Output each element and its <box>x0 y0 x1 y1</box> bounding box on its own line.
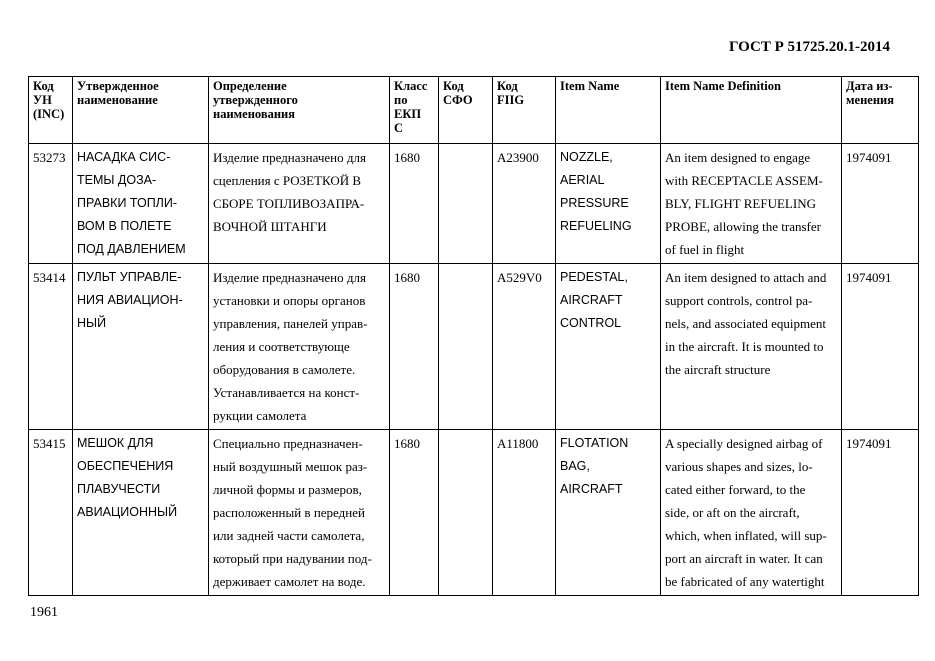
table-header-row <box>29 77 919 144</box>
cell-item-name <box>556 144 661 264</box>
text-line: МЕШОК ДЛЯ <box>77 436 154 450</box>
cell-name-definition <box>209 144 390 264</box>
cell-inc: 53414 <box>29 264 73 430</box>
cell-sfo-code <box>439 430 493 596</box>
text-line: A specially designed airbag of <box>665 436 823 451</box>
table-row <box>29 144 919 264</box>
text-line: СБОРЕ ТОПЛИВОЗАПРА- <box>213 196 365 211</box>
text-line: который при надувании под- <box>213 551 372 566</box>
text-line: PROBE, allowing the transfer <box>665 219 821 234</box>
text-line: AIRCRAFT <box>560 482 623 496</box>
text-line: НАСАДКА СИС- <box>77 150 171 164</box>
item-name-registry-table <box>28 76 919 596</box>
text-line: ВОМ В ПОЛЕТЕ <box>77 219 172 233</box>
text-line: various shapes and sizes, lo- <box>665 459 813 474</box>
cell-item-name <box>556 430 661 596</box>
text-line: или задней части самолета, <box>213 528 365 543</box>
text-line: be fabricated of any watertight <box>665 574 825 589</box>
text-line: ный воздушный мешок раз- <box>213 459 368 474</box>
cell-class: 1680 <box>390 264 439 430</box>
cell-item-name <box>556 264 661 430</box>
text-line: cated either forward, to the <box>665 482 806 497</box>
cell-approved-name <box>73 264 209 430</box>
cell-sfo-code <box>439 144 493 264</box>
text-line: NOZZLE, <box>560 150 613 164</box>
text-line: PEDESTAL, <box>560 270 628 284</box>
document-standard-number: ГОСТ Р 51725.20.1-2014 <box>728 39 890 55</box>
text-line: PRESSURE <box>560 196 629 210</box>
text-line: An item designed to engage <box>665 150 811 165</box>
column-header-name-definition <box>209 77 390 144</box>
text-line: CONTROL <box>560 316 622 330</box>
text-line: AIRCRAFT <box>560 293 623 307</box>
cell-change-date: 1974091 <box>842 430 919 596</box>
text-line: менения <box>846 93 894 107</box>
text-line: С <box>394 121 404 135</box>
column-header-item-name <box>556 77 661 144</box>
text-line: Item Name <box>560 79 620 93</box>
text-line: FLOTATION <box>560 436 629 450</box>
cell-fiig-code: A11800 <box>493 430 556 596</box>
text-line: in the aircraft. It is mounted to <box>665 339 824 354</box>
column-header-approved-name <box>73 77 209 144</box>
text-line: ПОД ДАВЛЕНИЕМ <box>77 242 186 256</box>
table-row <box>29 264 919 430</box>
cell-fiig-code: A529V0 <box>493 264 556 430</box>
cell-item-name-definition <box>661 430 842 596</box>
text-line: Изделие предназначено для <box>213 270 366 285</box>
cell-approved-name <box>73 144 209 264</box>
cell-name-definition <box>209 264 390 430</box>
column-header-item-name-definition <box>661 77 842 144</box>
text-line: (INC) <box>33 107 65 121</box>
cell-name-definition <box>209 430 390 596</box>
text-line: Специально предназначен- <box>213 436 363 451</box>
cell-fiig-code: A23900 <box>493 144 556 264</box>
text-line: ПРАВКИ ТОПЛИ- <box>77 196 178 210</box>
text-line: Код <box>497 79 518 93</box>
column-header-inc <box>29 77 73 144</box>
text-line: ПУЛЬТ УПРАВЛЕ- <box>77 270 182 284</box>
text-line: support controls, control pa- <box>665 293 813 308</box>
text-line: FIIG <box>497 93 525 107</box>
text-line: Item Name Definition <box>665 79 781 93</box>
column-header-change-date <box>842 77 919 144</box>
cell-change-date: 1974091 <box>842 144 919 264</box>
text-line: ВОЧНОЙ ШТАНГИ <box>213 219 327 234</box>
text-line: личной формы и размеров, <box>213 482 362 497</box>
text-line: расположенный в передней <box>213 505 365 520</box>
text-line: ОБЕСПЕЧЕНИЯ <box>77 459 174 473</box>
text-line: port an aircraft in water. It can <box>665 551 823 566</box>
text-line: управления, панелей управ- <box>213 316 368 331</box>
text-line: Утвержденное <box>77 79 159 93</box>
cell-class: 1680 <box>390 144 439 264</box>
cell-inc: 53415 <box>29 430 73 596</box>
text-line: по <box>394 93 408 107</box>
column-header-fiig-code <box>493 77 556 144</box>
text-line: УН <box>33 93 52 107</box>
text-line: утвержденного <box>213 93 298 107</box>
text-line: наименования <box>213 107 296 121</box>
text-line: the aircraft structure <box>665 362 771 377</box>
text-line: Код <box>443 79 464 93</box>
column-header-sfo-code <box>439 77 493 144</box>
text-line: НЫЙ <box>77 316 107 330</box>
text-line: with RECEPTACLE ASSEM- <box>665 173 823 188</box>
text-line: рукции самолета <box>213 408 307 423</box>
text-line: Код <box>33 79 54 93</box>
text-line: АВИАЦИОННЫЙ <box>77 505 178 519</box>
text-line: Изделие предназначено для <box>213 150 366 165</box>
text-line: Устанавливается на конст- <box>213 385 360 400</box>
text-line: nels, and associated equipment <box>665 316 827 331</box>
text-line: An item designed to attach and <box>665 270 827 285</box>
text-line: ПЛАВУЧЕСТИ <box>77 482 161 496</box>
cell-item-name-definition <box>661 264 842 430</box>
text-line: ления и соответствующе <box>213 339 350 354</box>
table-row <box>29 430 919 596</box>
text-line: сцепления с РОЗЕТКОЙ В <box>213 173 362 188</box>
text-line: Определение <box>213 79 287 93</box>
text-line: AERIAL <box>560 173 605 187</box>
text-line: REFUELING <box>560 219 632 233</box>
cell-item-name-definition <box>661 144 842 264</box>
column-header-class <box>390 77 439 144</box>
text-line: НИЯ АВИАЦИОН- <box>77 293 183 307</box>
text-line: установки и опоры органов <box>213 293 366 308</box>
text-line: наименование <box>77 93 158 107</box>
text-line: Дата из- <box>846 79 893 93</box>
text-line: ТЕМЫ ДОЗА- <box>77 173 157 187</box>
cell-approved-name <box>73 430 209 596</box>
text-line: ЕКП <box>394 107 422 121</box>
text-line: держивает самолет на воде. <box>213 574 366 589</box>
cell-inc: 53273 <box>29 144 73 264</box>
text-line: of fuel in flight <box>665 242 745 257</box>
text-line: Класс <box>394 79 428 93</box>
text-line: which, when inflated, will sup- <box>665 528 827 543</box>
page-number: 1961 <box>30 605 58 620</box>
text-line: BAG, <box>560 459 590 473</box>
cell-sfo-code <box>439 264 493 430</box>
text-line: оборудования в самолете. <box>213 362 356 377</box>
text-line: side, or aft on the aircraft, <box>665 505 800 520</box>
text-line: СФО <box>443 93 473 107</box>
text-line: BLY, FLIGHT REFUELING <box>665 196 816 211</box>
cell-class: 1680 <box>390 430 439 596</box>
cell-change-date: 1974091 <box>842 264 919 430</box>
